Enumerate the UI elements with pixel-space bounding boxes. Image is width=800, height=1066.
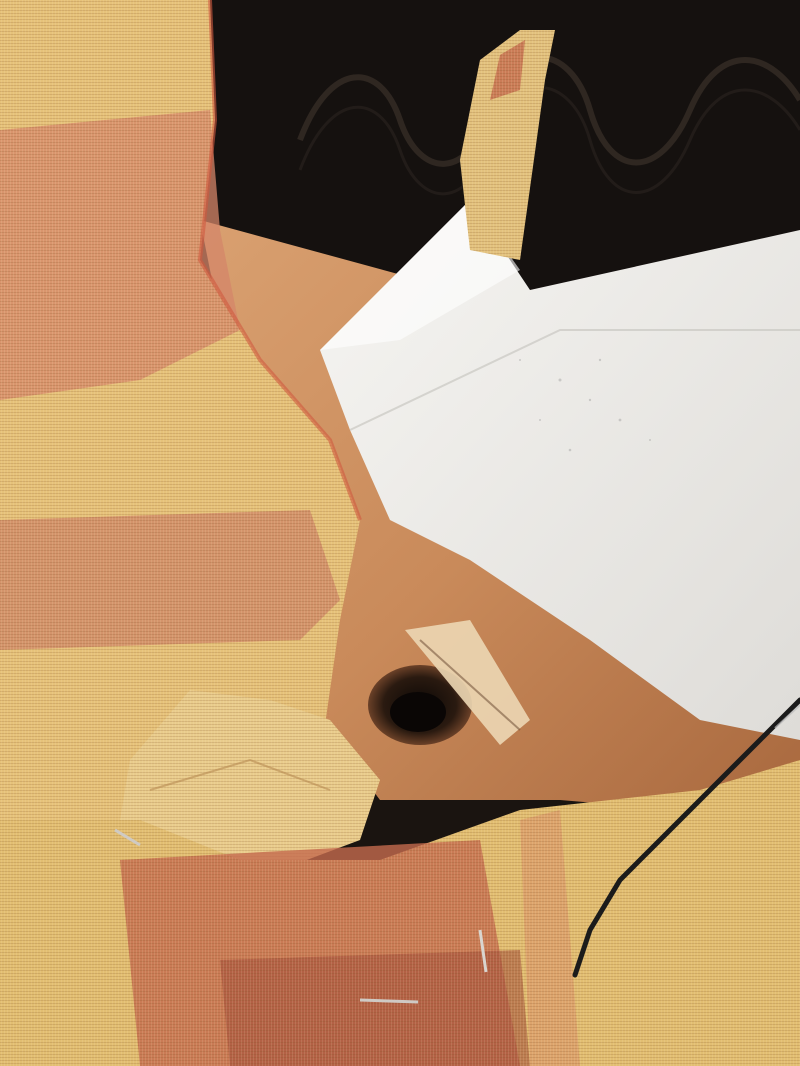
pin xyxy=(360,1000,418,1002)
